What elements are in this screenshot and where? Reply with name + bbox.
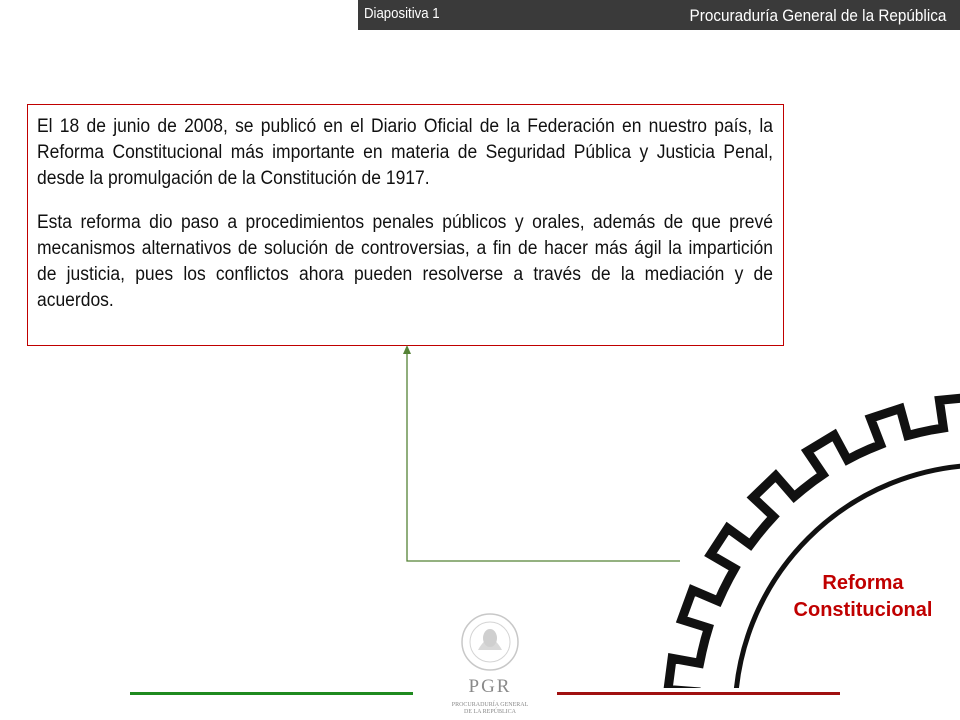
paragraph-reform-effects: Esta reforma dio paso a procedimientos penales públicos y orales, además de que prevé mecanismos alternativos de solución de controversias, a fin de hacer más ágil la impartición de justicia, pues los conflictos ahora pueden resolverse a través de la mediación y de acuerdos.	[37, 212, 773, 311]
footer-line-red	[557, 692, 840, 695]
gear-icon	[667, 397, 960, 720]
organization-name: Procuraduría General de la República	[689, 6, 946, 25]
pgr-logo	[440, 610, 540, 720]
gear-label-line-2: Constitucional	[793, 599, 933, 621]
pgr-logo-subtext: PROCURADURÍA GENERAL DE LA REPÚBLICA	[451, 702, 529, 715]
pgr-logo-text: PGR	[468, 676, 512, 697]
arrow-head-icon	[403, 345, 411, 354]
footer-line-green	[130, 692, 413, 695]
gear-label	[778, 570, 948, 624]
national-seal-icon	[440, 610, 540, 674]
slide-label: Diapositiva 1	[364, 5, 440, 22]
connector-line	[407, 352, 680, 561]
gear-label-line-1: Reforma	[822, 572, 904, 594]
paragraph-publication: El 18 de junio de 2008, se publicó en el Diario Oficial de la Federación en nuestro país, la Reforma Constitucional más importante en materia de Seguridad Pública y Justicia Penal, desde la promulgación de la Constitución de 1917.	[37, 116, 773, 189]
